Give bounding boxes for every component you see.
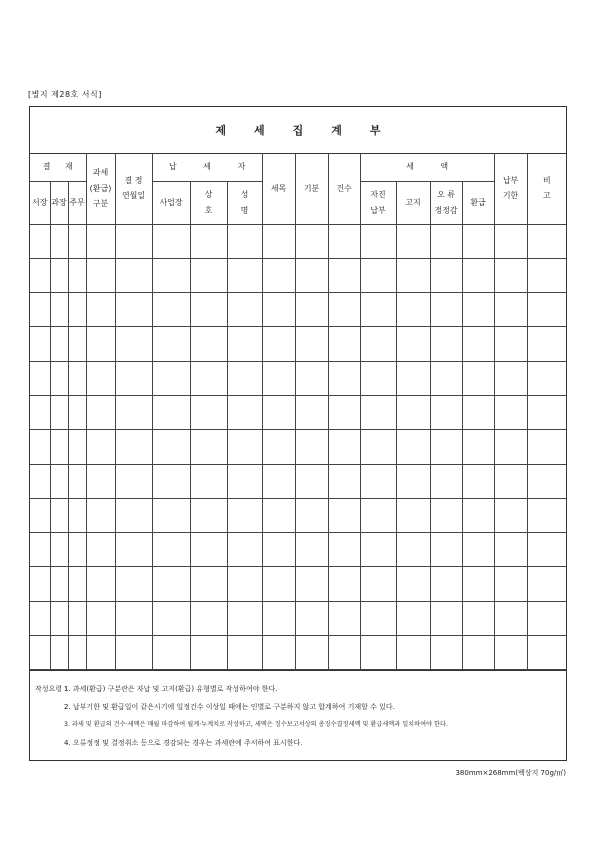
table-cell[interactable] (190, 361, 227, 395)
table-cell[interactable] (295, 498, 328, 532)
table-cell[interactable] (396, 361, 430, 395)
instructions-label: 작성요령 : (35, 685, 67, 693)
table-cell[interactable] (360, 395, 396, 429)
table-cell[interactable] (527, 601, 566, 635)
table-cell[interactable] (50, 464, 68, 498)
remarks-header: 비 고 (527, 153, 566, 224)
table-cell[interactable] (527, 258, 566, 292)
table-cell[interactable] (115, 464, 152, 498)
table-cell[interactable] (190, 293, 227, 327)
decision-date-header: 결 정 연월일 (115, 153, 152, 224)
table-cell[interactable] (396, 464, 430, 498)
table-cell[interactable] (30, 327, 50, 361)
table-cell[interactable] (360, 327, 396, 361)
table-row (30, 464, 566, 498)
table-row (30, 430, 566, 464)
table-cell[interactable] (152, 361, 190, 395)
table-row (30, 395, 566, 429)
table-cell[interactable] (295, 533, 328, 567)
table-cell[interactable] (527, 361, 566, 395)
error-correction-header: 오 류 정정감 (430, 181, 462, 224)
table-cell[interactable] (115, 601, 152, 635)
table-cell[interactable] (262, 395, 295, 429)
table-cell[interactable] (30, 498, 50, 532)
table-cell[interactable] (462, 464, 494, 498)
table-cell[interactable] (86, 258, 115, 292)
period-header: 기분 (295, 153, 328, 224)
table-cell[interactable] (527, 464, 566, 498)
table-cell[interactable] (360, 601, 396, 635)
table-cell[interactable] (86, 224, 115, 258)
table-cell[interactable] (190, 567, 227, 601)
table-cell[interactable] (462, 293, 494, 327)
table-cell[interactable] (262, 430, 295, 464)
table-cell[interactable] (360, 464, 396, 498)
table-cell[interactable] (494, 567, 527, 601)
table-cell[interactable] (430, 430, 462, 464)
table-row (30, 224, 566, 258)
table-cell[interactable] (462, 636, 494, 670)
table-cell[interactable] (30, 636, 50, 670)
table-cell[interactable] (360, 430, 396, 464)
table-cell[interactable] (527, 430, 566, 464)
name-header: 성 명 (227, 181, 262, 224)
table-cell[interactable] (190, 601, 227, 635)
table-cell[interactable] (527, 498, 566, 532)
table-cell[interactable] (462, 498, 494, 532)
trade-name-header: 상 호 (190, 181, 227, 224)
tax-summary-form (29, 106, 567, 761)
table-cell[interactable] (328, 395, 360, 429)
table-cell[interactable] (68, 395, 86, 429)
taxpayer-header: 납 세 자 (152, 153, 262, 181)
table-cell[interactable] (360, 567, 396, 601)
ledger-table (30, 153, 566, 670)
table-cell[interactable] (328, 636, 360, 670)
table-cell[interactable] (360, 293, 396, 327)
table-cell[interactable] (115, 636, 152, 670)
table-cell[interactable] (30, 293, 50, 327)
table-cell[interactable] (190, 636, 227, 670)
table-cell[interactable] (262, 601, 295, 635)
table-cell[interactable] (295, 464, 328, 498)
paper-size-note: 380mm×268mm(백상지 70g/㎡) (455, 769, 566, 777)
table-row (30, 533, 566, 567)
table-cell[interactable] (115, 430, 152, 464)
table-row (30, 327, 566, 361)
table-cell[interactable] (396, 601, 430, 635)
table-cell[interactable] (328, 601, 360, 635)
table-cell[interactable] (86, 567, 115, 601)
table-cell[interactable] (68, 567, 86, 601)
table-cell[interactable] (86, 395, 115, 429)
table-cell[interactable] (360, 224, 396, 258)
table-cell[interactable] (115, 361, 152, 395)
table-cell[interactable] (68, 327, 86, 361)
table-cell[interactable] (190, 327, 227, 361)
table-cell[interactable] (328, 533, 360, 567)
table-cell[interactable] (152, 224, 190, 258)
table-cell[interactable] (115, 327, 152, 361)
table-cell[interactable] (262, 327, 295, 361)
table-cell[interactable] (430, 327, 462, 361)
table-cell[interactable] (227, 361, 262, 395)
table-cell[interactable] (295, 395, 328, 429)
table-cell[interactable] (190, 464, 227, 498)
table-cell[interactable] (295, 601, 328, 635)
table-cell[interactable] (430, 533, 462, 567)
table-cell[interactable] (328, 464, 360, 498)
table-cell[interactable] (68, 533, 86, 567)
table-cell[interactable] (462, 395, 494, 429)
table-cell[interactable] (396, 567, 430, 601)
tax-item-header: 세목 (262, 153, 295, 224)
table-cell[interactable] (30, 224, 50, 258)
table-cell[interactable] (328, 361, 360, 395)
approval-header: 결 재 (30, 153, 86, 181)
table-cell[interactable] (328, 224, 360, 258)
table-cell[interactable] (190, 395, 227, 429)
table-cell[interactable] (295, 567, 328, 601)
table-cell[interactable] (30, 430, 50, 464)
approver-section-header: 과장 (50, 181, 68, 224)
table-cell[interactable] (430, 224, 462, 258)
tax-type-header: 과세 (환급) 구분 (86, 153, 115, 224)
table-cell[interactable] (152, 293, 190, 327)
table-cell[interactable] (86, 601, 115, 635)
table-cell[interactable] (190, 258, 227, 292)
refund-header: 환급 (462, 181, 494, 224)
table-cell[interactable] (527, 636, 566, 670)
table-cell[interactable] (430, 498, 462, 532)
table-cell[interactable] (262, 361, 295, 395)
table-cell[interactable] (115, 293, 152, 327)
table-row (30, 498, 566, 532)
table-cell[interactable] (227, 498, 262, 532)
table-cell[interactable] (227, 224, 262, 258)
table-cell[interactable] (494, 464, 527, 498)
table-cell[interactable] (396, 327, 430, 361)
table-cell[interactable] (30, 395, 50, 429)
table-cell[interactable] (30, 533, 50, 567)
table-cell[interactable] (152, 567, 190, 601)
table-row (30, 258, 566, 292)
table-cell[interactable] (50, 636, 68, 670)
table-cell[interactable] (328, 258, 360, 292)
table-cell[interactable] (68, 601, 86, 635)
table-cell[interactable] (396, 498, 430, 532)
table-cell[interactable] (262, 258, 295, 292)
table-cell[interactable] (360, 498, 396, 532)
table-cell[interactable] (115, 567, 152, 601)
table-cell[interactable] (262, 498, 295, 532)
table-cell[interactable] (430, 464, 462, 498)
table-cell[interactable] (50, 293, 68, 327)
table-cell[interactable] (462, 533, 494, 567)
table-cell[interactable] (396, 258, 430, 292)
table-cell[interactable] (86, 327, 115, 361)
table-cell[interactable] (430, 293, 462, 327)
table-cell[interactable] (227, 533, 262, 567)
table-cell[interactable] (152, 327, 190, 361)
table-cell[interactable] (295, 224, 328, 258)
instruction-1: 1. 과세(환급) 구분란은 자납 및 고지(환급) 유형별로 작성하여야 한다. (64, 685, 278, 693)
table-cell[interactable] (50, 327, 68, 361)
table-cell[interactable] (328, 498, 360, 532)
table-row (30, 567, 566, 601)
table-cell[interactable] (262, 464, 295, 498)
table-cell[interactable] (86, 464, 115, 498)
table-cell[interactable] (30, 567, 50, 601)
table-cell[interactable] (227, 601, 262, 635)
table-cell[interactable] (68, 258, 86, 292)
table-cell[interactable] (396, 395, 430, 429)
table-cell[interactable] (462, 258, 494, 292)
table-cell[interactable] (50, 498, 68, 532)
table-cell[interactable] (115, 258, 152, 292)
table-cell[interactable] (328, 327, 360, 361)
table-cell[interactable] (527, 327, 566, 361)
table-cell[interactable] (462, 601, 494, 635)
table-cell[interactable] (295, 258, 328, 292)
instruction-4: 4. 오류정정 및 결정취소 등으로 경감되는 경우는 과세란에 주서하여 표시한다. (64, 739, 303, 747)
table-cell[interactable] (462, 224, 494, 258)
table-cell[interactable] (152, 464, 190, 498)
instruction-2: 2. 납부기한 및 환급일이 같은시기에 일정건수 이상일 때에는 인별로 구분하지 않고 합계하여 기재할 수 있다. (64, 703, 395, 711)
table-cell[interactable] (152, 636, 190, 670)
table-cell[interactable] (227, 327, 262, 361)
instruction-3: 3. 과세 및 환급의 건수·세액은 매월 마감하여 월계·누계치로 작성하고, 세액은 징수보고서상의 총징수결정세액 및 환급세액과 일치하여야 한다. (64, 721, 448, 728)
approver-chief-header: 서장 (30, 181, 50, 224)
tax-amount-header: 세 액 (360, 153, 494, 181)
business-site-header: 사업장 (152, 181, 190, 224)
self-payment-header: 자진 납부 (360, 181, 396, 224)
table-cell[interactable] (262, 533, 295, 567)
count-header: 건수 (328, 153, 360, 224)
table-cell[interactable] (227, 293, 262, 327)
table-cell[interactable] (295, 361, 328, 395)
table-cell[interactable] (494, 601, 527, 635)
table-row (30, 601, 566, 635)
table-cell[interactable] (430, 361, 462, 395)
table-cell[interactable] (494, 258, 527, 292)
table-cell[interactable] (68, 430, 86, 464)
table-cell[interactable] (227, 567, 262, 601)
table-cell[interactable] (396, 533, 430, 567)
table-cell[interactable] (50, 430, 68, 464)
table-cell[interactable] (462, 430, 494, 464)
table-cell[interactable] (430, 636, 462, 670)
table-cell[interactable] (295, 327, 328, 361)
table-cell[interactable] (494, 395, 527, 429)
table-cell[interactable] (262, 224, 295, 258)
table-cell[interactable] (494, 361, 527, 395)
table-cell[interactable] (262, 567, 295, 601)
table-cell[interactable] (227, 464, 262, 498)
table-cell[interactable] (494, 430, 527, 464)
table-cell[interactable] (527, 224, 566, 258)
table-cell[interactable] (430, 258, 462, 292)
table-cell[interactable] (527, 395, 566, 429)
table-cell[interactable] (68, 498, 86, 532)
table-cell[interactable] (227, 395, 262, 429)
table-cell[interactable] (494, 636, 527, 670)
table-cell[interactable] (68, 361, 86, 395)
table-cell[interactable] (68, 636, 86, 670)
table-cell[interactable] (360, 361, 396, 395)
table-cell[interactable] (50, 224, 68, 258)
table-cell[interactable] (115, 533, 152, 567)
table-cell[interactable] (227, 258, 262, 292)
table-cell[interactable] (115, 395, 152, 429)
table-cell[interactable] (462, 361, 494, 395)
table-cell[interactable] (190, 533, 227, 567)
approver-staff-header: 주무 (68, 181, 86, 224)
table-cell[interactable] (115, 224, 152, 258)
table-cell[interactable] (494, 498, 527, 532)
table-cell[interactable] (68, 464, 86, 498)
table-cell[interactable] (527, 293, 566, 327)
table-cell[interactable] (494, 533, 527, 567)
table-cell[interactable] (295, 293, 328, 327)
table-cell[interactable] (328, 567, 360, 601)
table-cell[interactable] (152, 395, 190, 429)
form-title: 제세집계부 (215, 124, 409, 137)
table-cell[interactable] (190, 224, 227, 258)
table-cell[interactable] (462, 327, 494, 361)
table-cell[interactable] (68, 224, 86, 258)
table-cell[interactable] (396, 636, 430, 670)
table-cell[interactable] (86, 498, 115, 532)
notice-header: 고지 (396, 181, 430, 224)
table-cell[interactable] (50, 533, 68, 567)
instructions (30, 670, 566, 761)
title-row (30, 107, 566, 154)
table-row (30, 293, 566, 327)
table-cell[interactable] (295, 430, 328, 464)
table-cell[interactable] (262, 293, 295, 327)
table-cell[interactable] (30, 601, 50, 635)
table-cell[interactable] (494, 327, 527, 361)
table-cell[interactable] (396, 224, 430, 258)
table-cell[interactable] (227, 636, 262, 670)
table-cell[interactable] (430, 601, 462, 635)
table-cell[interactable] (50, 567, 68, 601)
table-cell[interactable] (152, 258, 190, 292)
table-cell[interactable] (50, 361, 68, 395)
table-cell[interactable] (86, 533, 115, 567)
table-cell[interactable] (396, 430, 430, 464)
table-cell[interactable] (295, 636, 328, 670)
table-cell[interactable] (227, 430, 262, 464)
due-date-header: 납부 기한 (494, 153, 527, 224)
table-cell[interactable] (396, 293, 430, 327)
table-cell[interactable] (152, 533, 190, 567)
table-cell[interactable] (430, 395, 462, 429)
form-reference: [별지 제28호 서식] (28, 90, 102, 99)
table-cell[interactable] (462, 567, 494, 601)
table-cell[interactable] (527, 533, 566, 567)
table-cell[interactable] (190, 430, 227, 464)
table-cell[interactable] (115, 498, 152, 532)
table-cell[interactable] (494, 224, 527, 258)
table-cell[interactable] (328, 430, 360, 464)
table-cell[interactable] (494, 293, 527, 327)
table-cell[interactable] (30, 361, 50, 395)
table-cell[interactable] (360, 258, 396, 292)
table-cell[interactable] (360, 533, 396, 567)
table-cell[interactable] (152, 498, 190, 532)
table-cell[interactable] (86, 361, 115, 395)
table-cell[interactable] (262, 636, 295, 670)
table-cell[interactable] (360, 636, 396, 670)
table-row (30, 361, 566, 395)
table-cell[interactable] (86, 293, 115, 327)
table-cell[interactable] (152, 601, 190, 635)
table-cell[interactable] (430, 567, 462, 601)
table-cell[interactable] (50, 258, 68, 292)
table-cell[interactable] (152, 430, 190, 464)
table-cell[interactable] (68, 293, 86, 327)
table-cell[interactable] (190, 498, 227, 532)
table-cell[interactable] (30, 258, 50, 292)
table-cell[interactable] (86, 430, 115, 464)
table-cell[interactable] (328, 293, 360, 327)
table-row (30, 636, 566, 670)
table-cell[interactable] (527, 567, 566, 601)
table-cell[interactable] (50, 601, 68, 635)
table-cell[interactable] (50, 395, 68, 429)
table-cell[interactable] (30, 464, 50, 498)
table-cell[interactable] (86, 636, 115, 670)
